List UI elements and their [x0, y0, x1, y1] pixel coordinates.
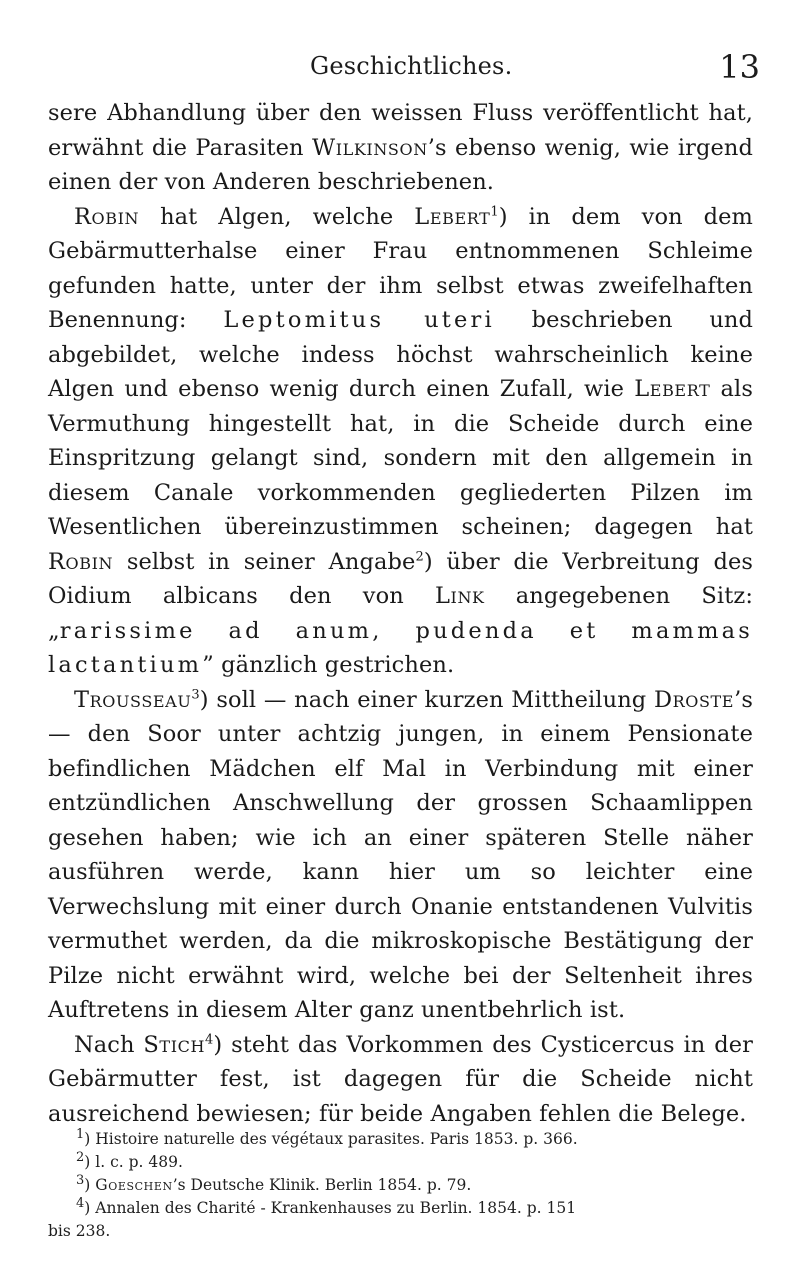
author-name: Goeschen — [95, 1176, 173, 1194]
author-name: Link — [434, 583, 485, 609]
author-name: Droste — [653, 686, 735, 713]
author-name: Wilkinson — [311, 134, 428, 161]
footnote-paren: ) — [84, 1199, 96, 1217]
footnote-number: 4 — [76, 1195, 85, 1211]
footnote-continuation: bis 238. — [48, 1222, 111, 1240]
author-name: Lebert — [414, 203, 491, 230]
text-run: hat Algen, welche — [139, 203, 415, 230]
text-run: l. c. p. 489. — [95, 1153, 183, 1171]
text-run: ) über die Verbreitung des Oidium albicans den von — [48, 548, 754, 609]
footnote-number: 2 — [76, 1149, 85, 1165]
emphasized-text: Leptomitus uteri — [223, 307, 495, 333]
footnote-paren: ) — [84, 1130, 96, 1148]
footnote-number: 1 — [76, 1126, 85, 1142]
text-run: ) steht das Vorkommen des Cysticercus in der Gebärmutter fest, ist dagegen für die Scheide nicht ausreichend bewiesen; für beide Angaben fehlen die Belege. — [48, 1031, 753, 1127]
footnote-marker: 3 — [191, 687, 200, 702]
text-run: ) soll — nach einer kurzen Mittheilung — [199, 686, 654, 713]
paragraph — [48, 96, 753, 200]
author-name: Stich — [143, 1031, 206, 1058]
author-name: Lebert — [634, 376, 711, 402]
text-run: beschrieben und abgebildet, welche indess höchst wahrscheinlich keine Algen und ebenso wenig durch einen Zufall, wie — [48, 307, 753, 402]
author-name: Robin — [48, 548, 114, 575]
text-run: ” gänzlich gestrichen. — [202, 652, 455, 678]
text-run: Annalen des Charité - Krankenhauses zu Berlin. 1854. p. 151 — [95, 1199, 577, 1217]
footnote-paren: ) — [84, 1176, 96, 1194]
footnote-paren: ) — [84, 1153, 96, 1171]
text-run: ’s Deutsche Klinik. Berlin 1854. p. 79. — [172, 1176, 472, 1194]
footnote-marker: 4 — [205, 1032, 214, 1047]
text-run: angegebenen Sitz: „ — [48, 583, 753, 644]
author-name: Trousseau — [74, 686, 192, 713]
running-header — [0, 48, 800, 88]
text-run: ’s — den Soor unter achtzig jungen, in einem Pensionate befindlichen Mädchen elf Mal in Verbindung mit einer entzündlichen Anschwellung der grossen Schaamlippen gesehen haben; wie ich an einer späteren Stelle näher ausführen werde, kann hier um so leichter eine Verwechslung mit einer durch Onanie entstandenen Vulvitis vermuthet werden, da die mikroskopische Bestätigung der Pilze nicht erwähnt wird, welche bei der Seltenheit ihres Auftretens in diesem Alter ganz unentbehrlich ist. — [48, 686, 753, 1023]
body-text — [48, 96, 753, 1131]
paragraph — [48, 1028, 753, 1132]
text-run: Nach — [74, 1031, 144, 1058]
footnote — [76, 1174, 756, 1197]
footnote — [76, 1128, 756, 1151]
text-run: als Vermuthung hingestellt hat, in die Scheide durch eine Einspritzung gelangt sind, sondern mit den allgemein in diesem Canale vorkommenden gegliederten Pilzen im Wesentlichen übereinzustimmen scheinen; dagegen hat — [48, 376, 753, 540]
text-run: ’s ebenso wenig, wie irgend einen der von Anderen beschriebenen. — [48, 134, 753, 195]
footnote-marker: 1 — [490, 204, 499, 219]
footnote-marker: 2 — [415, 549, 424, 564]
text-run: Histoire naturelle des végétaux parasites. Paris 1853. p. 366. — [95, 1130, 578, 1148]
footnote — [76, 1197, 756, 1220]
footnote-number: 3 — [76, 1172, 85, 1188]
author-name: Robin — [74, 203, 140, 230]
footnotes — [48, 1126, 756, 1243]
footnote — [76, 1151, 756, 1174]
emphasized-text: rarissime ad anum, pudenda et mammas lactantium — [48, 617, 753, 678]
text-run: ) in dem von dem Gebärmutterhalse einer Frau entnommenen Schleime gefunden hatte, unter der ihm selbst etwas zweifelhaften Benennung: — [48, 203, 753, 333]
paragraph — [48, 683, 753, 1028]
running-title: Geschichtliches. — [310, 52, 513, 80]
page-number: 13 — [719, 48, 760, 86]
text-run: sere Abhandlung über den weissen Fluss veröffentlicht hat, erwähnt die Parasiten — [48, 100, 753, 161]
paragraph — [48, 200, 753, 683]
text-run: selbst in seiner Angabe — [113, 548, 416, 575]
